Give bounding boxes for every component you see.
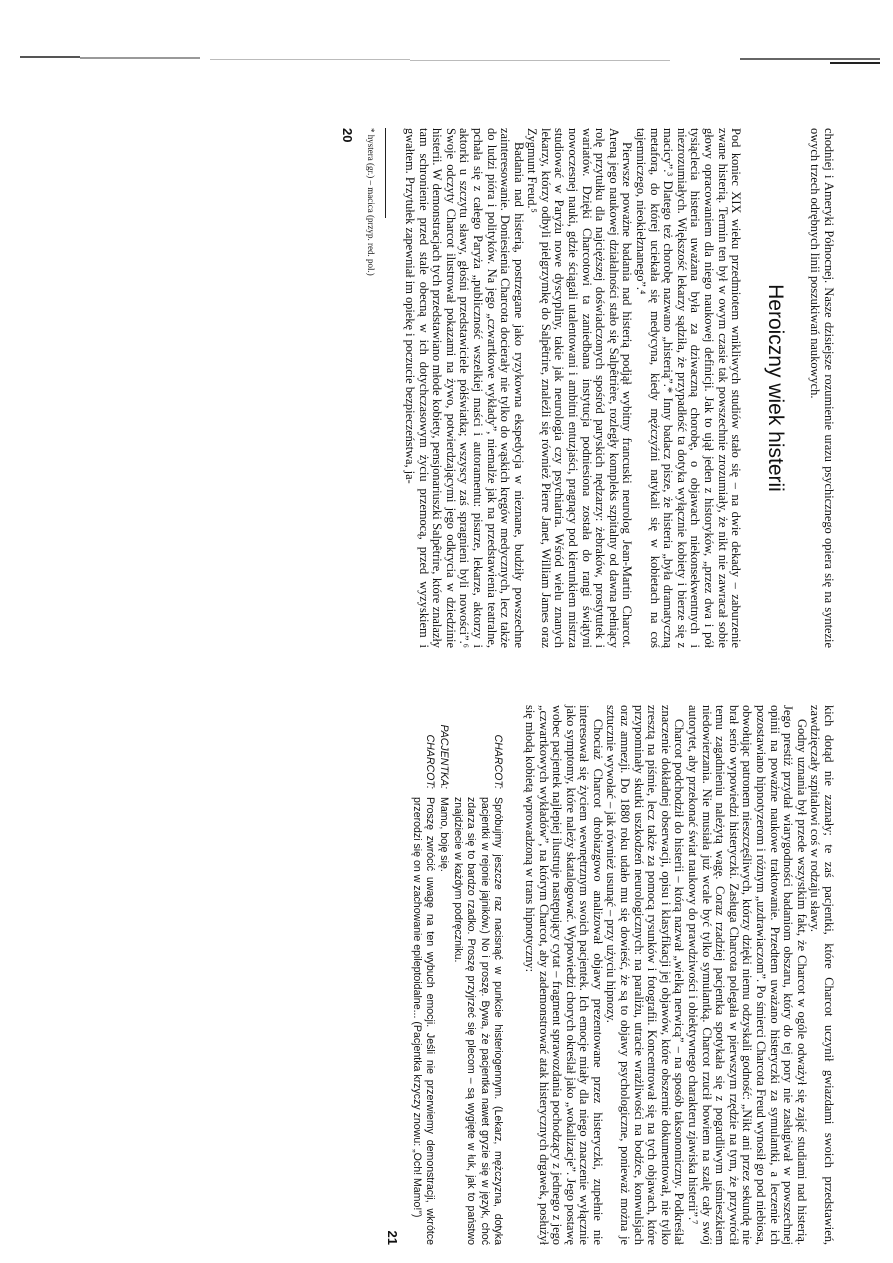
dialogue-line	[409, 705, 436, 1245]
paragraph: Chociaż Charcot drobiazgowo analizował objawy prezentowane przez histeryczki, zupełnie nie interesował się życiem wewnętrznym swoich pacjentek. Ich emocje miały dla niego znaczenie wyłącznie jako symptomy, które należy skatalogować. Wypowiedzi chorych określał jako „wokalizacje”. Jego postawę wobec pacjentek najlepiej ilustruje następujący cytat – fragment sprawozdania pochodzący z jednego z jego „czwartkowych wykładów”, na którym Charcot, aby zademonstrować atak histerycznych drgawek, posłużył się młodą kobietą wprowadzoną w trans hipnotyczny:	[522, 705, 605, 1245]
speaker: CHARCOT:	[424, 734, 437, 789]
paragraph: kich dotąd nie zaznały; te zaś pacjentki, które Charcot uczynił gwiazdami swoich przedstawień, zawdzięczały szpitalowi coś w rodzaju sławy.	[808, 705, 836, 1245]
page-21	[35, 705, 835, 1245]
scan-artifact-edge	[10, 50, 880, 72]
page-number: 21	[384, 1230, 400, 1245]
speaker: CHARCOT:	[492, 734, 505, 789]
dialogue-line	[436, 705, 450, 1245]
intro-paragraph: chodniej i Ameryki Północnej. Nasze dzisiejsze rozumienie urazu psychicznego opiera się na syntezie owych trzech odrębnych linii poszukiwań naukowych.	[808, 128, 836, 648]
paragraph: Pierwsze poważne badania nad histerią podjął wybitny francuski neurolog Jean-Martin Charcot. Areną jego naukowej działalności stało się Salpêtrière, rozległy kompleks szpitalny od dawna pełniący rolę przytułku dla najcięższej doświadczonych spośród paryskich nędzarzy: żebraków, prostytutek i wariatów. Dzięki Charcotowi ta zaniedbana instytucja podniesiona została do rangi świątyni nowoczesnej nauki, gdzie ściągali utalentowani i ambitni entuzjaści, pragnący pod kierunkiem mistrza studiować w Paryżu nowe dyscypliny, takie jak neurologia czy psychiatria. Wśród wielu znanych lekarzy, którzy odbyli pielgrzymkę do Salpêtrire, znaleźli się również Pierre Janet, William James oraz Zygmunt Freud.⁵	[525, 128, 635, 648]
line-text: Proszę zwrócić uwagę na ten wybuch emocji. Jeśli nie przerwiemy demonstracji, wkrótce przerodzi się on w zachowanie epileptoidalne... (Pacjentka krzyczy znowu: „Och! Mamo!”)	[410, 797, 437, 1245]
paragraph: Charcot podchodził do histerii – którą nazwał „wielką nerwicą” – na sposób taksonomiczny. Podkreślał znaczenie dokładnej obserwacji, opisu i klasyfikacji jej objawów, które obszernie dokumentował, nie tylko zresztą na piśmie, lecz także za pomocą rysunków i fotografii. Koncentrował się na tych objawach, które przypominały skutki uszkodzeń neurologicznych: na paraliżu, utracie wrażliwości na bodźce, konwulsjach oraz amnezji. Do 1880 roku udało mu się dowieść, że są to objawy psychologiczne, ponieważ można je sztucznie wywołać – jak również usunąć – przy użyciu hipnozy.	[604, 705, 687, 1245]
footnote: * hystera (gr.) – macica (przyp. red. pol.)	[366, 128, 377, 276]
page-21-text	[384, 705, 836, 1245]
page-20	[35, 128, 835, 648]
footnote-divider	[385, 128, 386, 218]
dialogue-line	[450, 705, 504, 1245]
dialogue-block	[409, 705, 504, 1245]
paragraph: Badania nad histerią, postrzegane jako ryzykowna ekspedycja w nieznane, budziły powszechne zainteresowanie. Doniesienia Charcota docierały nie tylko do wąskich kręgów medycznych, lecz także do ludzi pióra i polityków. Na jego „czwartkowe wykłady”, niemalże jak na przedstawienia teatralne, pchała się z całego Paryża „publiczność wszelkiej maści i autoramentu: pisarze, lekarze, aktorzy i aktorki u szczytu sławy, głośni przedstawiciele półświatka; wszyscy zaś spragnieni byli nowości”.⁶ Swoje odczyty Charcot ilustrował pokazami na żywo, potwierdzającymi jego odkrycia w dziedzinie histerii. W demonstracjach tych przedstawiano młode kobiety, pensjonariuszki Salpêtrire, które znalazły tam schronienie przed stale obecną w ich dotychczasowym życiu przemocą, przed wyzyskiem i gwałtem. Przytułek zapewniał im opiekę i poczucie bezpieczeństwa, ja-	[402, 128, 526, 648]
line-text: Mamo, boję się.	[437, 797, 450, 872]
paragraph: Pod koniec XIX wieku przedmiotem wnikliwych studiów stało się – na dwie dekady – zaburzenie zwane histerią. Termin ten był w owym czasie tak powszechnie zrozumiały, że nikt nie zawracał sobie głowy opracowaniem dla niego naukowej definicji. Jak to ujął jeden z historyków, „przez dwa i pół tysiąclecia histeria uważana była za dziwaczną chorobę, o objawach niekonsekwentnych i niezrozumiałych. Większość lekarzy sądziła, że przypadłość ta dotyka wyłącznie kobiety i bierze się z macicy”.³ Dlatego też chorobę nazwano „histerią”.* Inny badacz pisze, że histeria „była dramatyczną metaforą, do której uciekała się medycyna, kiedy mężczyźni natykali się w kobietach na coś tajemniczego, nieokiełznanego”.⁴	[634, 128, 744, 648]
chapter-title: Heroiczny wiek histerii	[763, 284, 787, 492]
line-text: Spróbujmy jeszcze raz nacisnąć w punkcie histeriogennym. (Lekarz, mężczyzna, dotyka pacjentki w rejonie jajników.) No i proszę. Bywa, że pacjentka nawet gryzie się w język, choć zdarza się to bardzo rzadko. Proszę przyjrzeć się plecom – są wygięte w łuk, jak to państwo znajdziecie w każdym podręczniku.	[451, 797, 505, 1245]
page-20-text	[340, 128, 835, 648]
paragraph: Godny uznania był przede wszystkim fakt, że Charcot w ogóle odważył się zająć studiami nad histerią. Jego prestiż przydał wiarygodności badaniom obszaru, który do tej pory nie zasługiwał w powszechnej opinii na poważne naukowe traktowanie. Przedtem uważano histeryczki za symulantki, a leczenie ich pozostawiano hipnotyzerom i różnym „uzdrawiaczom”. Po śmierci Charcota Freud wynosił go pod niebiosa, obwołując patronem nieszczęśliwych, którzy dzięki niemu odzyskali godność: „Nikt ani przez sekundę nie brał serio wypowiedzi histeryczki. Zasługa Charcota polegała w pierwszym rzędzie na tym, że przywrócił temu zagadnieniu należytą wagę. Coraz rzadziej pacjentka spotykała się z pogardliwym uśmieszkiem niedowierzania. Nie musiała już wcale być tylko symulantką. Charcot rzucił bowiem na szalę cały swój autorytet, aby przekonać świat naukowy do prawdziwości i obiektywnego charakteru zjawiska histerii”.⁷	[686, 705, 809, 1245]
speaker: PACJENTKA:	[437, 724, 450, 789]
page-number: 20	[339, 128, 355, 143]
